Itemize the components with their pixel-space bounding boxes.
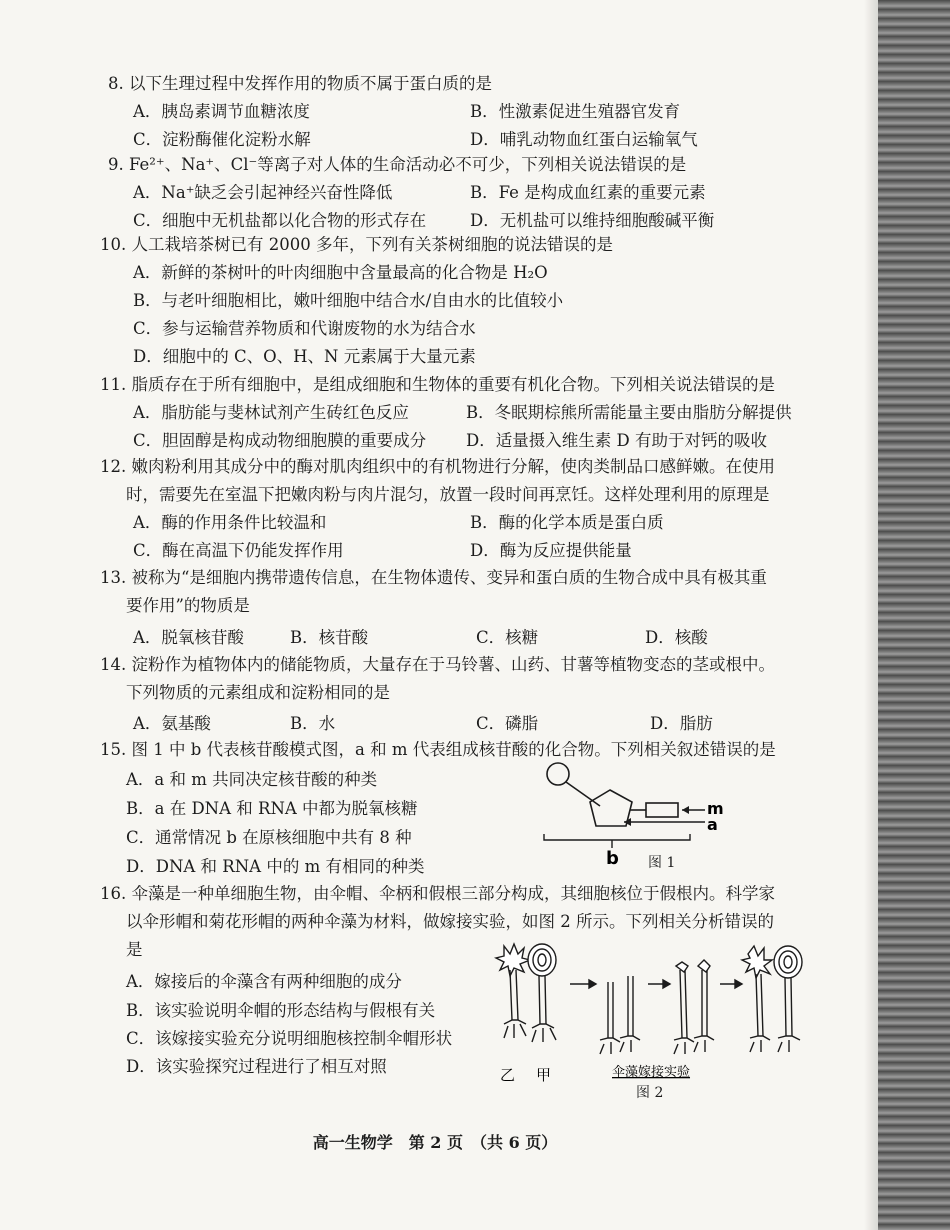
alga-yi [496,944,530,1038]
q15-option-d: D．DNA 和 RNA 中的 m 有相同的种类 [126,857,425,876]
question-number: 16. [100,884,127,903]
q12-option-a: A．酶的作用条件比较温和 [133,513,327,532]
label-yi: 乙 [500,1066,516,1084]
page-footer: 高一生物学 第 2 页 （共 6 页） [312,1133,558,1152]
scan-edge-shadow [864,0,878,1230]
question-text: 淀粉作为植物体内的储能物质，大量存在于马铃薯、山药、甘薯等植物变态的茎或根中。 [131,655,775,674]
question-13-stem-line2: 要作用”的物质是 [126,596,250,615]
question-number: 9. [108,155,124,174]
question-text: 伞藻是一种单细胞生物，由伞帽、伞柄和假根三部分构成，其细胞核位于假根内。科学家 [131,884,775,903]
grafted-stalks [600,976,640,1054]
question-10-stem [100,234,613,256]
pentose-pentagon [590,790,632,826]
figure-2-subtitle: 伞藻嫁接实验 [612,1065,691,1080]
q10-option-d: D．细胞中的 C、O、H、N 元素属于大量元素 [133,347,476,366]
q14-option-d: D．脂肪 [650,714,713,733]
question-8-stem [108,73,492,95]
q15-option-c: C．通常情况 b 在原核细胞中共有 8 种 [126,828,412,847]
q14-option-c: C．磷脂 [476,714,539,733]
question-12-stem-line2: 时，需要先在室温下把嫩肉粉与肉片混匀，放置一段时间再烹饪。这样处理利用的原理是 [126,485,770,504]
q9-option-b: B．Fe 是构成血红素的重要元素 [470,183,706,202]
question-number: 13. [100,568,127,587]
q9-option-d: D．无机盐可以维持细胞酸碱平衡 [470,211,715,230]
q8-option-d: D．哺乳动物血红蛋白运输氧气 [470,130,698,149]
q11-option-b: B．冬眠期棕熊所需能量主要由脂肪分解提供 [466,403,792,422]
q14-option-a: A．氨基酸 [133,714,211,733]
q12-option-b: B．酶的化学本质是蛋白质 [470,513,664,532]
question-number: 15. [100,740,127,759]
arrow-m-head [682,806,689,814]
question-number: 14. [100,655,127,674]
q9-option-c: C．细胞中无机盐都以化合物的形式存在 [133,211,427,230]
q16-option-c: C．该嫁接实验充分说明细胞核控制伞帽形状 [126,1029,453,1048]
question-9-stem [108,154,686,176]
question-text: Fe²⁺、Na⁺、Cl⁻等离子对人体的生命活动必不可少，下列相关说法错误的是 [129,155,687,174]
q12-option-c: C．酶在高温下仍能发挥作用 [133,541,344,560]
q8-option-b: B．性激素促进生殖器官发育 [470,102,681,121]
question-14-stem [100,654,775,676]
q9-option-a: A．Na⁺缺乏会引起神经兴奋性降低 [133,183,393,202]
alga-jia [528,944,556,1042]
q10-option-a: A．新鲜的茶树叶的叶肉细胞中含量最高的化合物是 H₂O [133,263,548,282]
q16-option-d: D．该实验探究过程进行了相互对照 [126,1057,387,1076]
question-13-stem [100,567,767,589]
q13-option-b: B．核苷酸 [290,628,369,647]
question-text: 图 1 中 b 代表核苷酸模式图，a 和 m 代表组成核苷酸的化合物。下列相关叙述错误的是 [131,740,776,759]
question-14-stem-line2: 下列物质的元素组成和淀粉相同的是 [126,683,390,702]
q15-option-a: A．a 和 m 共同决定核苷酸的种类 [126,770,378,789]
question-12-stem [100,456,775,478]
q10-option-c: C．参与运输营养物质和代谢废物的水为结合水 [133,319,476,338]
question-number: 11. [100,375,127,394]
question-number: 10. [100,235,127,254]
question-text: 以下生理过程中发挥作用的物质不属于蛋白质的是 [129,74,492,93]
figure-1-nucleotide-diagram [540,758,740,876]
q13-option-c: C．核糖 [476,628,539,647]
question-text: 脂质存在于所有细胞中，是组成细胞和生物体的重要有机化合物。下列相关说法错误的是 [131,375,775,394]
q13-option-a: A．脱氧核苷酸 [133,628,244,647]
question-text: 人工栽培茶树已有 2000 多年，下列有关茶树细胞的说法错误的是 [131,235,613,254]
label-a: a [707,815,718,834]
bond-line [566,782,600,806]
figure-2-caption: 图 2 [636,1085,664,1101]
q12-option-d: D．酶为反应提供能量 [470,541,632,560]
question-number: 12. [100,457,127,476]
arrow-1-head [589,980,596,988]
question-text: 被称为“是细胞内携带遗传信息，在生物体遗传、变异和蛋白质的生物合成中具有极其重 [131,568,767,587]
q11-option-c: C．胆固醇是构成动物细胞膜的重要成分 [133,431,427,450]
figure-2-grafting-diagram [490,940,820,1090]
q8-option-c: C．淀粉酶催化淀粉水解 [133,130,311,149]
figure-1-caption: 图 1 [648,855,676,871]
regenerating-stalks [674,960,714,1054]
label-b: b [606,848,619,869]
q10-option-b: B．与老叶细胞相比，嫩叶细胞中结合水/自由水的比值较小 [133,291,564,310]
q13-option-d: D．核酸 [645,628,708,647]
q16-option-b: B．该实验说明伞帽的形态结构与假根有关 [126,1001,436,1020]
question-16-stem-line3: 是 [126,940,143,959]
base-rectangle [646,803,678,817]
q14-option-b: B．水 [290,714,336,733]
q11-option-d: D．适量摄入维生素 D 有助于对钙的吸收 [466,431,767,450]
question-text: 嫩肉粉利用其成分中的酶对肌肉组织中的有机物进行分解，使肉类制品口感鲜嫩。在使用 [131,457,775,476]
q11-option-a: A．脂肪能与斐林试剂产生砖红色反应 [133,403,409,422]
question-16-stem [100,883,775,905]
q8-option-a: A．胰岛素调节血糖浓度 [133,102,310,121]
question-16-stem-line2: 以伞形帽和菊花形帽的两种伞藻为材料，做嫁接实验，如图 2 所示。下列相关分析错误的 [126,912,774,931]
question-number: 8. [108,74,124,93]
question-11-stem [100,374,775,396]
bracket-b [544,834,690,840]
label-m: m [707,799,724,818]
arrow-2-head [663,980,670,988]
arrow-3-head [735,980,742,988]
label-jia: 甲 [536,1066,552,1084]
phosphate-circle [547,763,569,785]
scan-edge [878,0,950,1230]
q16-option-a: A．嫁接后的伞藻含有两种细胞的成分 [126,972,402,991]
result-algae [742,946,802,1052]
q15-option-b: B．a 在 DNA 和 RNA 中都为脱氧核糖 [126,799,418,818]
